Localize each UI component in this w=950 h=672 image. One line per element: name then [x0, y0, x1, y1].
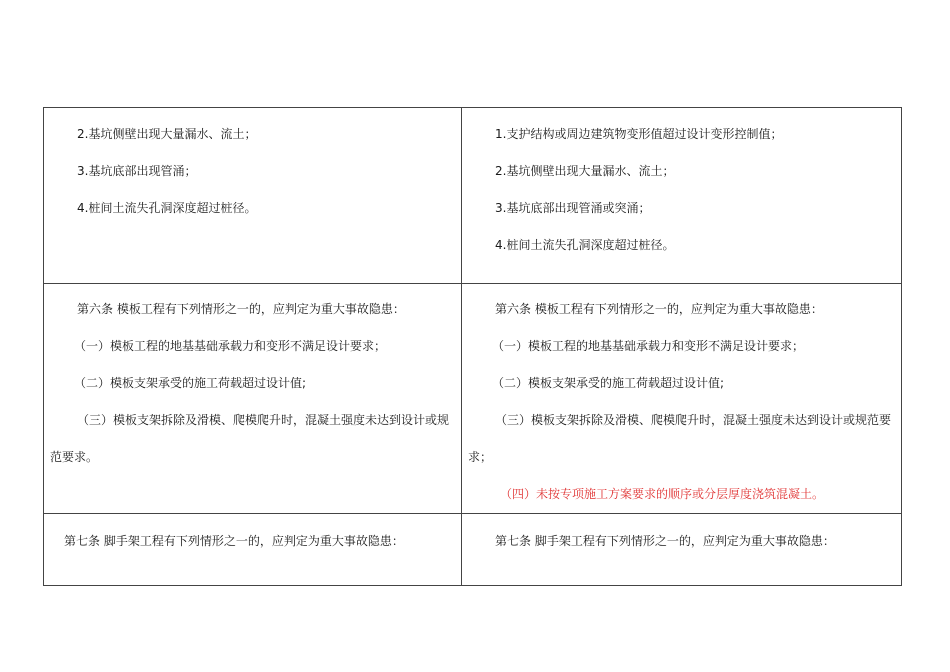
clause-4-added-text: （四）未按专项施工方案要求的顺序或分层厚度浇筑混凝土。	[500, 487, 825, 501]
new-provision-cell	[462, 284, 902, 514]
new-provision-cell	[462, 108, 902, 284]
item-3-text: 3.基坑底部出现管涌；	[77, 164, 197, 178]
clause-3-text: （三）模板支架拆除及滑模、爬模爬升时，混凝土强度未达到设计或规范要求。	[50, 413, 450, 464]
article-7-heading: 第七条 脚手架工程有下列情形之一的，应判定为重大事故隐患：	[495, 534, 835, 548]
item-1-text: 1.支护结构或周边建筑物变形值超过设计变形控制值；	[495, 127, 783, 141]
item-2-text: 2.基坑侧壁出现大量漏水、流土；	[77, 127, 257, 141]
comparison-table	[43, 107, 902, 586]
new-provision-cell	[462, 514, 902, 586]
item-4-text: 4.桩间土流失孔洞深度超过桩径。	[77, 201, 257, 215]
item-4-text: 4.桩间土流失孔洞深度超过桩径。	[495, 238, 675, 252]
table-row	[44, 108, 902, 284]
clause-3-text: （三）模板支架拆除及滑模、爬模爬升时，混凝土强度未达到设计或规范要求；	[468, 413, 892, 464]
article-6-heading: 第六条 模板工程有下列情形之一的，应判定为重大事故隐患：	[77, 302, 405, 316]
clause-2-text: （二）模板支架承受的施工荷载超过设计值;	[492, 376, 725, 390]
old-provision-cell	[44, 514, 462, 586]
old-provision-cell	[44, 108, 462, 284]
clause-2-text: （二）模板支架承受的施工荷载超过设计值;	[74, 376, 307, 390]
old-provision-cell	[44, 284, 462, 514]
clause-1-text: （一）模板工程的地基基础承载力和变形不满足设计要求；	[492, 339, 805, 353]
article-6-heading: 第六条 模板工程有下列情形之一的，应判定为重大事故隐患：	[495, 302, 823, 316]
article-7-heading: 第七条 脚手架工程有下列情形之一的，应判定为重大事故隐患：	[64, 534, 404, 548]
item-2-text: 2.基坑侧壁出现大量漏水、流土；	[495, 164, 675, 178]
clause-1-text: （一）模板工程的地基基础承载力和变形不满足设计要求；	[74, 339, 387, 353]
table-row	[44, 284, 902, 514]
item-3-text: 3.基坑底部出现管涌或突涌；	[495, 201, 651, 215]
table-row	[44, 514, 902, 586]
